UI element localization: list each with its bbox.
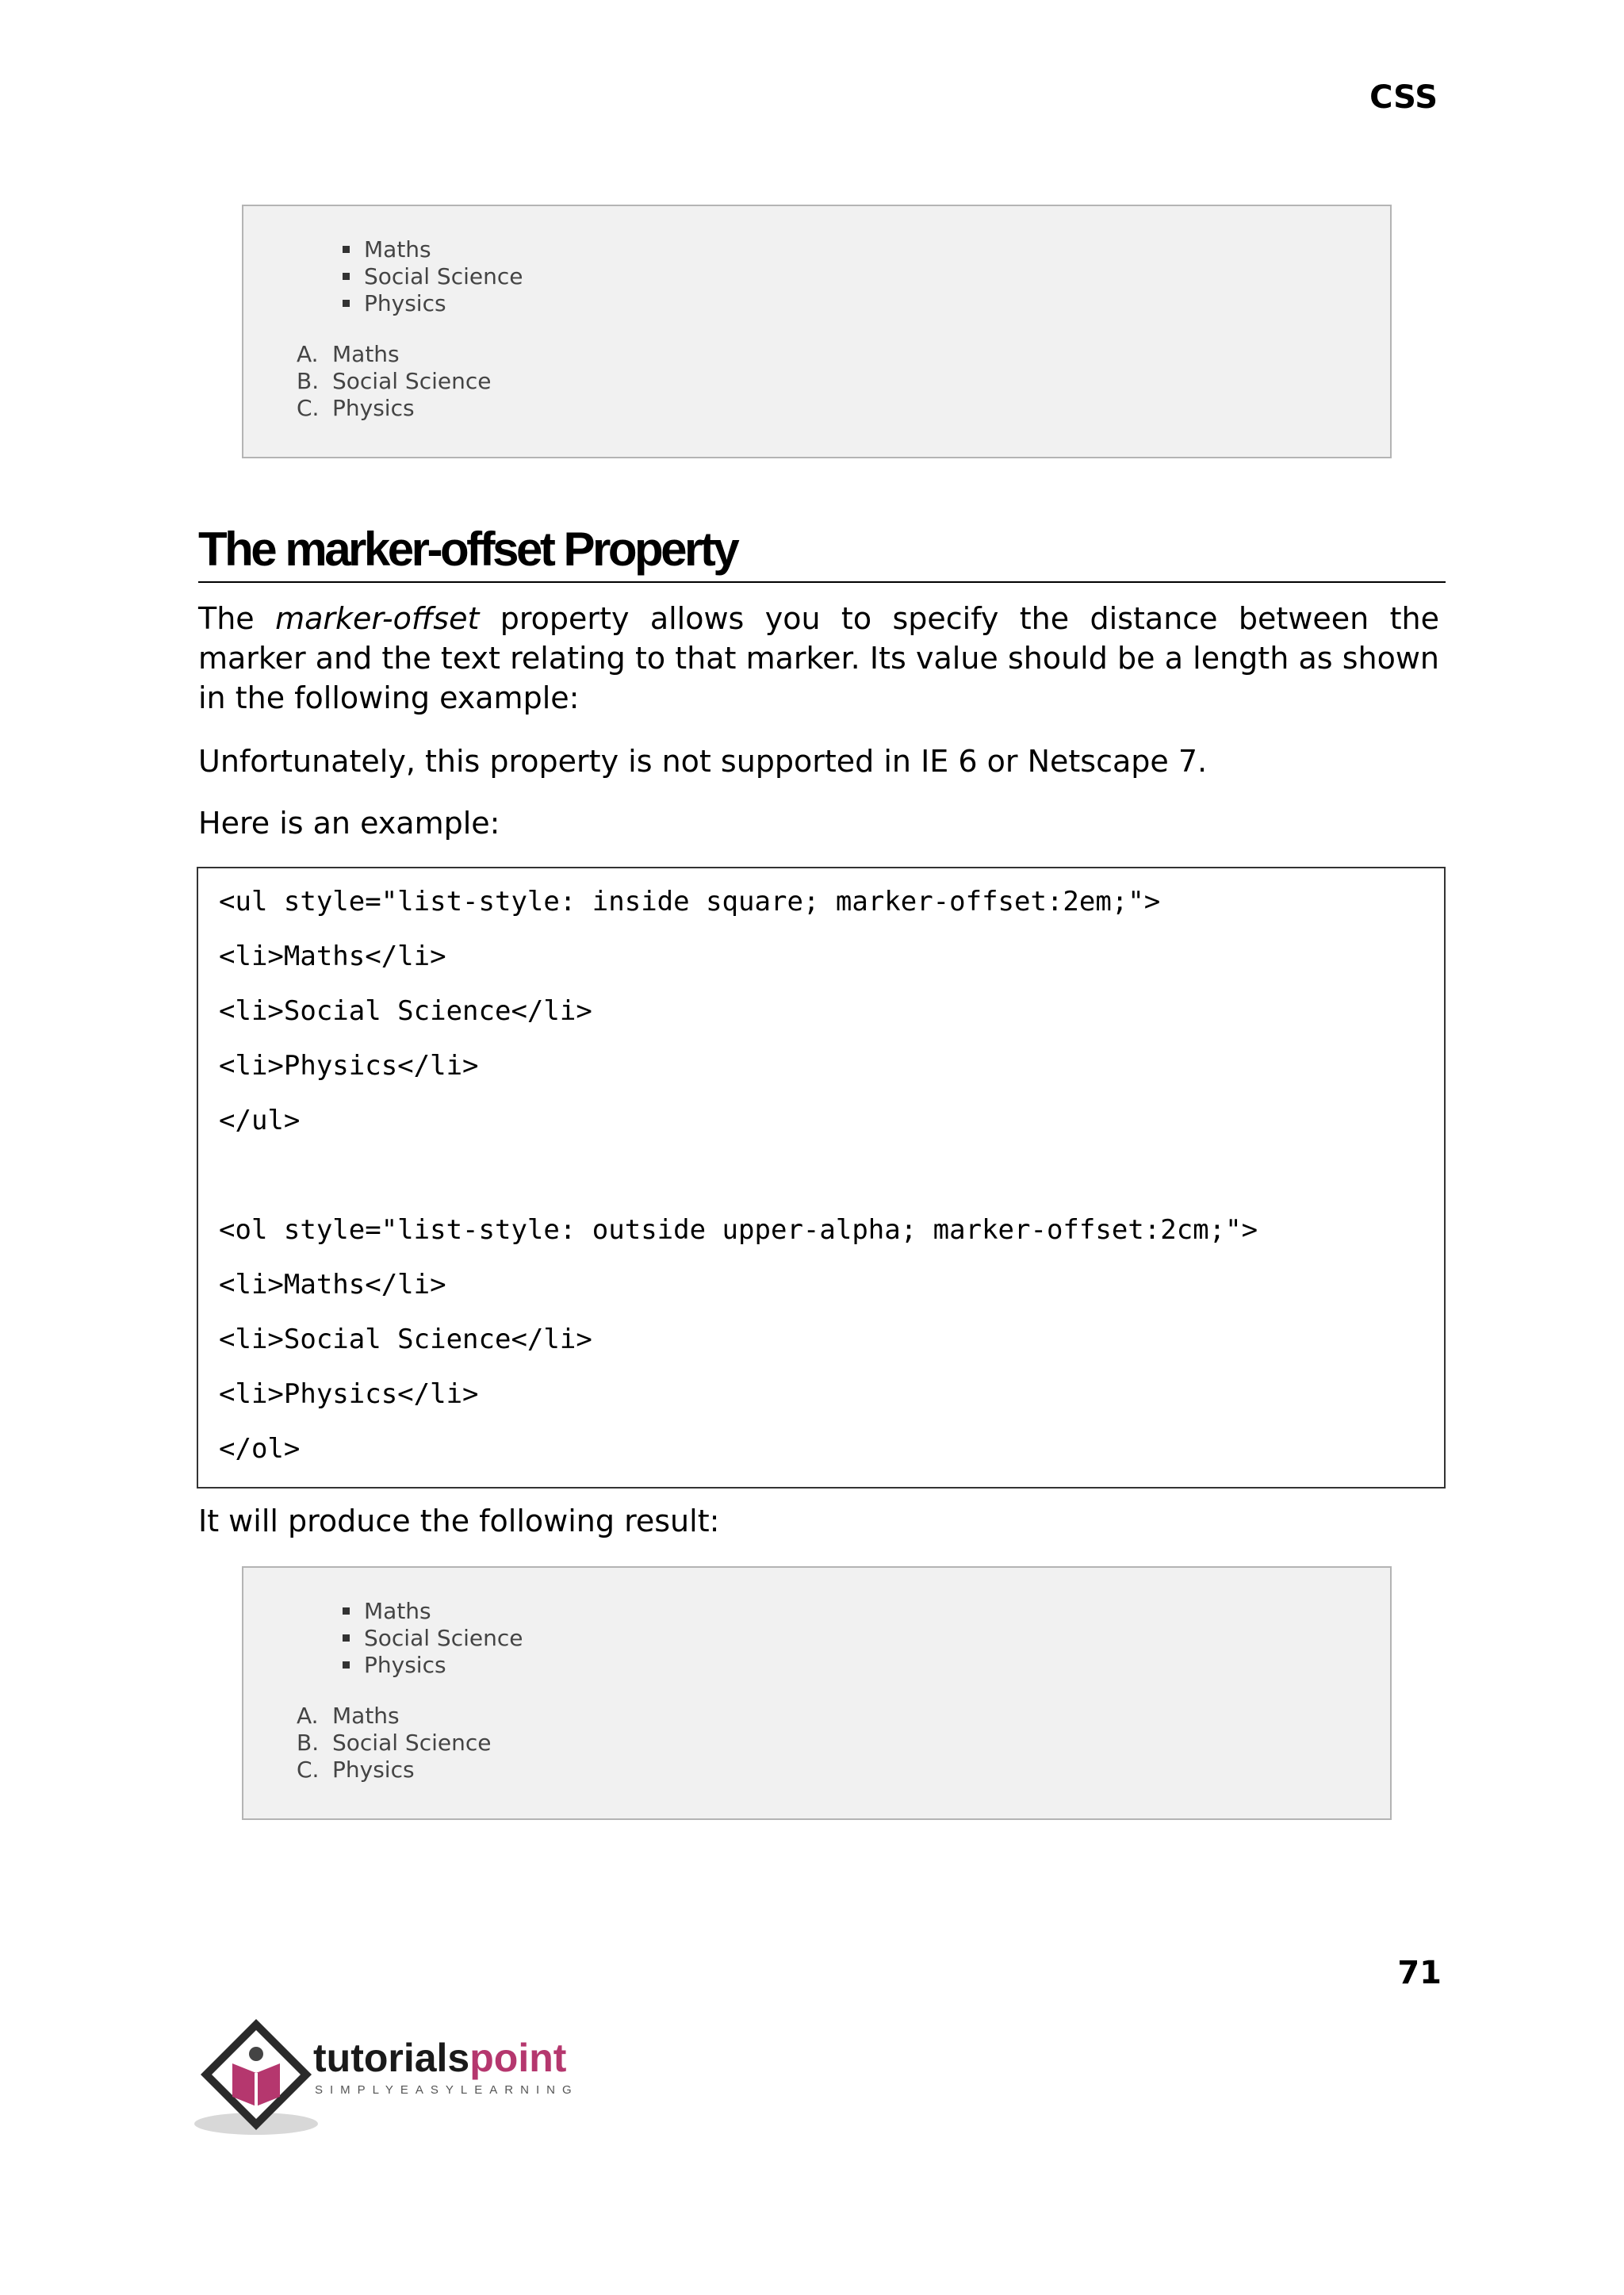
running-header: CSS: [1369, 79, 1438, 116]
alpha-list: [297, 341, 491, 422]
code-line: <li>Maths</li>: [219, 941, 446, 972]
code-line: </ul>: [219, 1105, 301, 1136]
logo-wordmark: tutorialspoint: [313, 2036, 567, 2080]
code-line: <li>Social Science</li>: [219, 1324, 592, 1355]
square-list: [343, 236, 523, 317]
list-item: Maths: [343, 1598, 523, 1625]
alpha-list: [297, 1703, 491, 1784]
list-marker: C.: [297, 395, 320, 421]
list-marker: C.: [297, 1757, 320, 1783]
code-line: </ol>: [219, 1433, 301, 1465]
demo-output-top: [242, 205, 1392, 458]
list-marker: B.: [297, 368, 320, 394]
code-block: [197, 867, 1446, 1488]
list-item: A. Maths: [297, 341, 400, 367]
list-item: B. Social Science: [297, 1730, 492, 1756]
demo-output-bottom: [242, 1566, 1392, 1820]
title-underline: [198, 581, 1446, 583]
code-line: <li>Physics</li>: [219, 1050, 479, 1082]
list-marker: A.: [297, 1703, 319, 1729]
example-intro: Here is an example:: [198, 806, 500, 841]
square-bullet-icon: [343, 246, 350, 253]
tutorialspoint-logo: [194, 2014, 607, 2141]
code-line: <li>Maths</li>: [219, 1269, 446, 1301]
square-bullet-icon: [343, 1661, 350, 1669]
list-item: C. Physics: [297, 395, 415, 421]
square-bullet-icon: [343, 273, 350, 280]
support-note: Unfortunately, this property is not supported in IE 6 or Netscape 7.: [198, 744, 1208, 779]
list-marker: B.: [297, 1730, 320, 1756]
list-item: C. Physics: [297, 1757, 415, 1783]
list-item: B. Social Science: [297, 368, 492, 394]
code-line: <ul style="list-style: inside square; marker-offset:2em;">: [219, 886, 1161, 918]
code-line: <li>Social Science</li>: [219, 995, 592, 1027]
logo-figure-head: [249, 2047, 263, 2061]
list-marker: A.: [297, 341, 319, 367]
list-item: Physics: [343, 1652, 523, 1679]
code-line: <ol style="list-style: outside upper-alpha; marker-offset:2cm;">: [219, 1214, 1258, 1246]
page-number: 71: [1397, 1955, 1442, 1991]
section-title: The marker-offset Property: [198, 523, 737, 576]
property-name: marker-offset: [275, 601, 480, 636]
result-intro: It will produce the following result:: [198, 1504, 720, 1538]
list-item: Social Science: [343, 263, 523, 290]
intro-paragraph: The marker-offset property allows you to specify the distance between the marker and the text relating to that marker. Its value should be a length as shown in the following example:: [198, 601, 1439, 715]
list-item: Social Science: [343, 1625, 523, 1652]
list-item: Maths: [343, 236, 523, 263]
list-item: A. Maths: [297, 1703, 400, 1729]
square-bullet-icon: [343, 1634, 350, 1642]
logo-tagline: SIMPLYEASYLEARNING: [315, 2083, 579, 2097]
code-line: <li>Physics</li>: [219, 1378, 479, 1410]
square-bullet-icon: [343, 300, 350, 307]
square-list: [343, 1598, 523, 1679]
square-bullet-icon: [343, 1607, 350, 1615]
list-item: Physics: [343, 290, 523, 317]
